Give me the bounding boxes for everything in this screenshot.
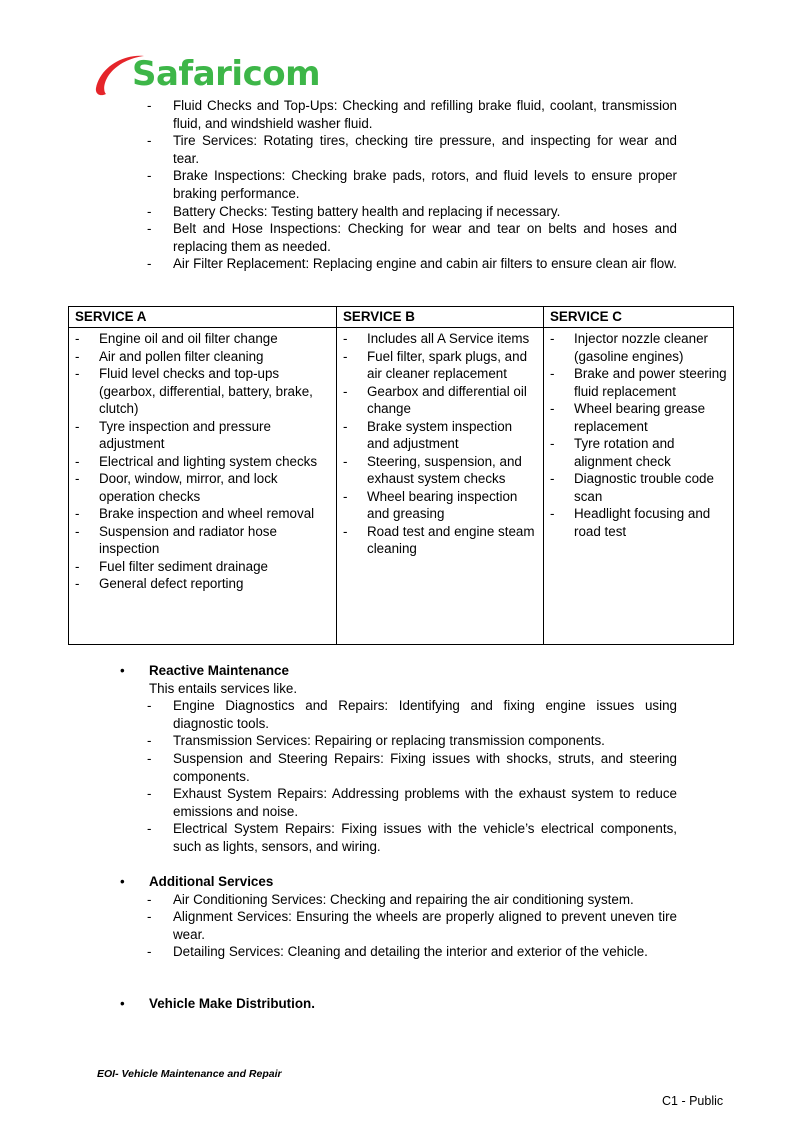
list-item: - Tire Services: Rotating tires, checking tire pressure, and inspecting for wear and tear. (147, 133, 677, 166)
list-item: - Road test and engine steam cleaning (343, 523, 535, 556)
dash-marker: - (343, 523, 348, 539)
list-item: - Engine Diagnostics and Repairs: Identifying and fixing engine issues using diagnostic tools. (147, 698, 677, 731)
list-item: - Brake inspection and wheel removal (75, 506, 315, 521)
dash-marker: - (75, 523, 80, 539)
dash-marker: - (147, 133, 152, 149)
service-b-list (343, 330, 537, 558)
list-item: - Transmission Services: Repairing or replacing transmission components. (147, 733, 605, 749)
service-c-header: SERVICE C (544, 307, 734, 328)
list-item: - Injector nozzle cleaner (gasoline engines) (550, 331, 708, 364)
list-item: - Battery Checks: Testing battery health and replacing if necessary. (147, 203, 561, 219)
list-item: - Gearbox and differential oil change (343, 383, 527, 416)
vehicle-make-section (120, 995, 680, 1013)
dash-marker: - (550, 401, 555, 416)
list-item: - Includes all A Service items (343, 331, 530, 346)
dash-marker: - (550, 506, 555, 521)
dash-marker: - (75, 558, 80, 574)
list-item: - Fluid level checks and top-ups (gearbox, differential, battery, brake, clutch) (75, 366, 313, 416)
list-item: - General defect reporting (75, 576, 244, 591)
reactive-maintenance-section (120, 662, 680, 856)
dash-marker: - (550, 331, 555, 346)
dash-marker: - (75, 348, 80, 364)
service-table (68, 306, 734, 645)
list-item: - Air and pollen filter cleaning (75, 348, 264, 364)
list-item: - Wheel bearing grease replacement (550, 401, 706, 434)
dash-marker: - (75, 331, 80, 346)
list-item: - Air Filter Replacement: Replacing engine and cabin air filters to ensure clean air flow. (147, 256, 677, 272)
dash-marker: - (147, 944, 152, 960)
dash-marker: - (147, 750, 152, 766)
preventive-services-list (147, 97, 677, 273)
list-item: - Wheel bearing inspection and greasing (343, 488, 518, 521)
table-row (69, 328, 734, 645)
dash-marker: - (147, 891, 152, 907)
section-heading: • Reactive Maintenance (120, 663, 289, 678)
list-item: - Air Conditioning Services: Checking and repairing the air conditioning system. (147, 891, 634, 907)
additional-services-list (147, 891, 677, 961)
footer-classification: C1 - Public (662, 1094, 724, 1108)
dash-marker: - (550, 366, 555, 381)
dash-marker: - (343, 418, 348, 434)
dash-marker: - (75, 471, 80, 486)
list-item: - Alignment Services: Ensuring the wheels are properly aligned to prevent uneven tire wear. (147, 909, 677, 942)
footer-document-title: EOI- Vehicle Maintenance and Repair (97, 1068, 282, 1080)
dash-marker: - (75, 576, 80, 591)
section-heading: • Vehicle Make Distribution. (120, 996, 315, 1011)
dash-marker: - (147, 168, 152, 184)
section-intro: This entails services like. (149, 680, 298, 696)
section-heading: • Additional Services (120, 874, 274, 889)
service-a-header: SERVICE A (69, 307, 337, 328)
dash-marker: - (75, 418, 80, 434)
dash-marker: - (343, 348, 348, 364)
dash-marker: - (147, 786, 152, 802)
additional-services-section (120, 873, 680, 961)
dash-marker: - (75, 366, 80, 381)
dash-marker: - (147, 256, 152, 272)
list-item: - Brake system inspection and adjustment (343, 418, 513, 451)
dash-marker: - (75, 453, 80, 469)
list-item: - Door, window, mirror, and lock operation checks (75, 471, 278, 504)
list-item: - Diagnostic trouble code scan (550, 471, 714, 504)
service-b-header: SERVICE B (337, 307, 544, 328)
dash-marker: - (147, 698, 152, 714)
service-c-list (550, 330, 727, 540)
list-item: - Suspension and radiator hose inspection (75, 523, 277, 556)
list-item: - Fuel filter, spark plugs, and air cleaner replacement (343, 348, 528, 381)
list-item: - Brake Inspections: Checking brake pads, rotors, and fluid levels to ensure proper braking performance. (147, 168, 677, 201)
dash-marker: - (343, 331, 348, 346)
logo-wordmark: Safaricom (132, 54, 321, 94)
bullet-icon: • (120, 663, 125, 678)
list-item: - Suspension and Steering Repairs: Fixing issues with shocks, struts, and steering components. (147, 750, 677, 784)
bullet-icon: • (120, 874, 125, 889)
dash-marker: - (343, 488, 348, 504)
list-item: - Fuel filter sediment drainage (75, 558, 268, 574)
list-item: - Exhaust System Repairs: Addressing problems with the exhaust system to reduce emissions and noise. (147, 786, 677, 819)
dash-marker: - (147, 203, 152, 219)
list-item: - Brake and power steering fluid replacement (550, 366, 727, 399)
list-item: - Tyre rotation and alignment check (550, 436, 675, 469)
service-c-cell (544, 328, 734, 645)
dash-marker: - (550, 436, 555, 451)
dash-marker: - (343, 453, 348, 469)
dash-marker: - (75, 506, 80, 521)
service-b-cell (337, 328, 544, 645)
list-item: - Belt and Hose Inspections: Checking for wear and tear on belts and hoses and replacing them as needed. (147, 221, 677, 254)
list-item: - Electrical and lighting system checks (75, 453, 318, 469)
service-a-cell (69, 328, 337, 645)
dash-marker: - (147, 98, 152, 113)
dash-marker: - (147, 909, 152, 925)
dash-marker: - (147, 733, 152, 749)
dash-marker: - (343, 383, 348, 399)
table-header-row (69, 307, 734, 328)
reactive-services-list (147, 697, 677, 855)
safaricom-logo (92, 50, 332, 102)
list-item: - Electrical System Repairs: Fixing issues with the vehicle’s electrical components, such as lights, sensors, and wiring. (147, 821, 677, 854)
list-item: - Engine oil and oil filter change (75, 331, 278, 346)
list-item: - Tyre inspection and pressure adjustment (75, 418, 271, 451)
dash-marker: - (147, 221, 152, 237)
list-item: - Headlight focusing and road test (550, 506, 711, 539)
bullet-icon: • (120, 996, 125, 1011)
list-item: - Steering, suspension, and exhaust system checks (343, 453, 522, 486)
list-item: - Detailing Services: Cleaning and detailing the interior and exterior of the vehicle. (147, 944, 648, 960)
dash-marker: - (147, 821, 152, 837)
list-item: - Fluid Checks and Top-Ups: Checking and refilling brake fluid, coolant, transmission fluid, and windshield washer fluid. (147, 98, 677, 131)
service-a-list (75, 330, 330, 593)
dash-marker: - (550, 471, 555, 486)
